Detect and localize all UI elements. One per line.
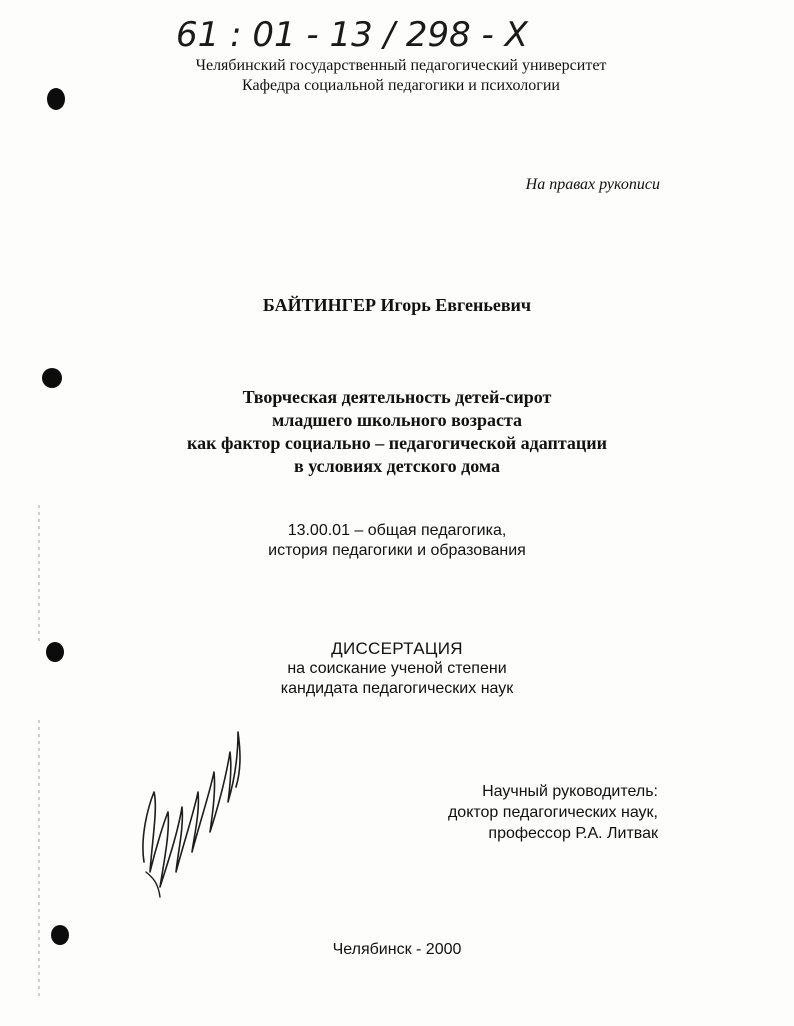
degree-line: кандидата педагогических наук — [280, 680, 514, 697]
title-line: в условиях детского дома — [293, 456, 501, 476]
title-line: Творческая деятельность детей-сирот — [242, 387, 552, 407]
scientific-supervisor — [448, 781, 658, 844]
supervisor-name: профессор Р.А. Литвак — [488, 825, 658, 842]
specialty-line: 13.00.01 – общая педагогика, — [287, 522, 507, 539]
university-name: Челябинский государственный педагогический университет — [195, 57, 607, 74]
specialty-code — [0, 521, 794, 561]
document-type-heading: ДИССЕРТАЦИЯ — [331, 639, 463, 658]
degree-line: на соискание ученой степени — [287, 660, 507, 677]
department-name: Кафедра социальной педагогики и психологии — [242, 77, 560, 94]
institution-header — [0, 56, 794, 96]
supervisor-degree: доктор педагогических наук, — [447, 804, 658, 821]
archive-number-text: 61 : 01 - 13 / 298 - X — [176, 15, 528, 55]
supervisor-label: Научный руководитель: — [482, 783, 658, 800]
specialty-line: история педагогики и образования — [268, 542, 526, 559]
title-line: как фактор социально – педагогической адаптации — [186, 433, 608, 453]
binding-hole-mark — [42, 368, 62, 388]
city-year: Челябинск - 2000 — [332, 941, 462, 958]
author-signature — [138, 712, 248, 902]
degree-block — [0, 639, 794, 699]
dissertation-title — [0, 386, 794, 478]
title-line: младшего школьного возраста — [271, 410, 523, 430]
handwritten-archive-number — [170, 8, 550, 56]
author-name: БАЙТИНГЕР Игорь Евгеньевич — [262, 295, 532, 315]
manuscript-rights-note: На правах рукописи — [525, 176, 660, 193]
